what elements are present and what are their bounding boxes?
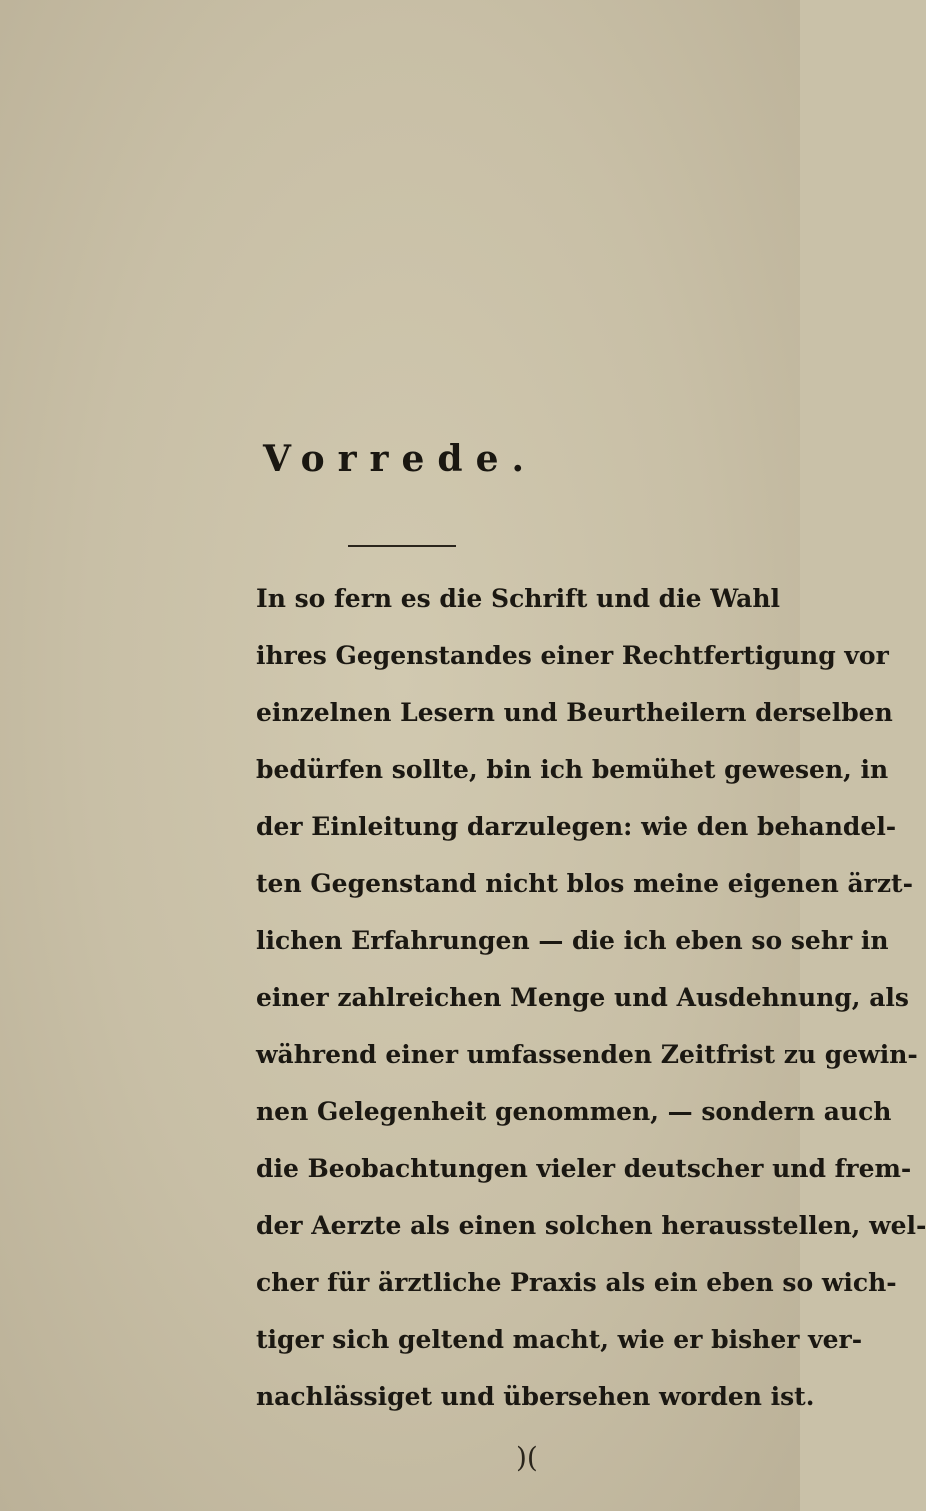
text-line: nachlässiget und übersehen worden ist.	[256, 1382, 815, 1411]
text-line: bedürfen sollte, bin ich bemühet gewesen, in	[256, 755, 889, 784]
footer-mark: )(	[516, 1441, 538, 1474]
text-line: der Einleitung darzulegen: wie den behandel-	[256, 812, 897, 841]
text-line: In so fern es die Schrift und die Wahl	[256, 584, 781, 613]
preface-paragraph	[256, 570, 926, 1425]
text-line: während einer umfassenden Zeitfrist zu gewin-	[256, 1040, 918, 1069]
text-line: einzelnen Lesern und Beurtheilern derselben	[256, 698, 893, 727]
heading-rule	[348, 545, 456, 547]
text-line: die Beobachtungen vieler deutscher und frem-	[256, 1154, 912, 1183]
text-line: lichen Erfahrungen — die ich eben so sehr in	[256, 926, 889, 955]
text-line: nen Gelegenheit genommen, — sondern auch	[256, 1097, 892, 1126]
text-line: tiger sich geltend macht, wie er bisher ver-	[256, 1325, 863, 1354]
text-line: ten Gegenstand nicht blos meine eigenen ärzt-	[256, 869, 913, 898]
text-line: cher für ärztliche Praxis als ein eben so wich-	[256, 1268, 897, 1297]
text-line: ihres Gegenstandes einer Rechtfertigung vor	[256, 641, 889, 670]
text-line: einer zahlreichen Menge und Ausdehnung, als	[256, 983, 909, 1012]
text-line: der Aerzte als einen solchen herausstellen, wel-	[256, 1211, 926, 1240]
page-heading: Vorrede.	[262, 438, 538, 480]
